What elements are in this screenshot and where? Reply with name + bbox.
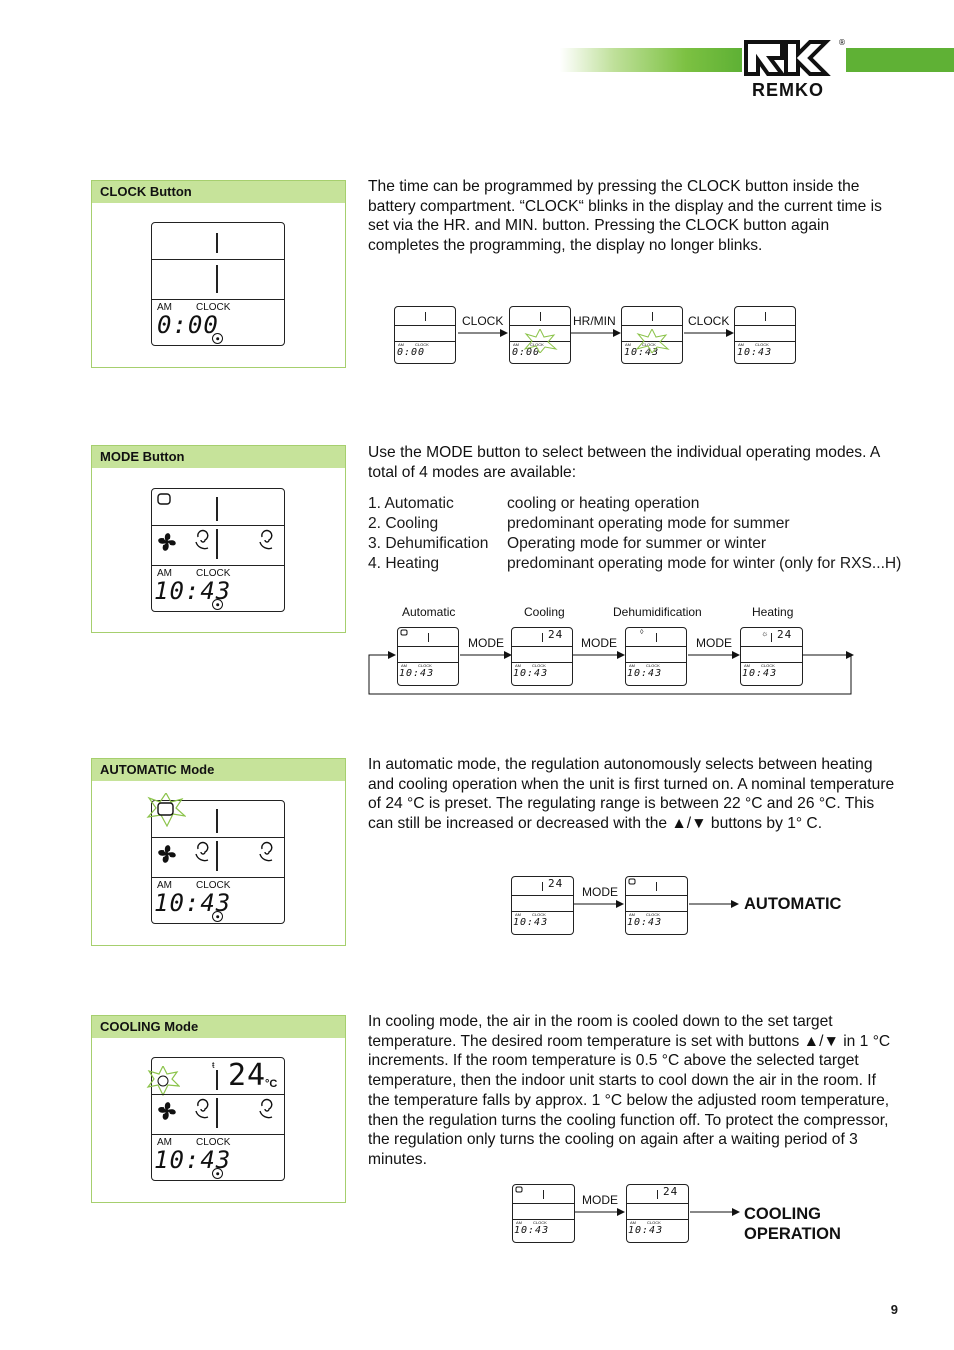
unit-label: °C (265, 1078, 278, 1090)
lcd-display (151, 488, 285, 612)
list-item-desc: Operating mode for summer or winter (507, 535, 767, 552)
time-display: 0:00 (157, 311, 219, 339)
loop-arrow (366, 648, 856, 696)
swirl-icon (256, 529, 278, 551)
sun-icon: ☼ (761, 629, 769, 638)
time-display: 10:43 (154, 577, 232, 605)
flow-label: MODE (696, 636, 732, 650)
clock-paragraph: The time can be programmed by pressing the CLOCK button inside the battery compartment. “CLOCK“ blinks in the display and the current time is set via the HR. and MIN. button. Pressing the CLOCK button again completes the programming, the display no longer blinks. (368, 178, 882, 255)
automatic-panel (91, 758, 346, 946)
list-item: 1. Automatic (368, 495, 454, 512)
swirl-icon (192, 1098, 214, 1120)
cooling-panel (91, 1015, 346, 1203)
panel-title: COOLING Mode (92, 1016, 345, 1038)
fan-icon (154, 841, 180, 867)
swirl-icon (256, 841, 278, 863)
flow-label: MODE (581, 636, 617, 650)
clock-panel (91, 180, 346, 368)
mini-lcd: AM CLOCK 10:43 (621, 306, 683, 364)
cooling-paragraph: In cooling mode, the air in the room is cooled down to the set target temperature. The desired room temperature is set with buttons ▲/▼ in 1 °C increments. If the room temperature is 0.5 °C above the selected target temperature, then the indoor unit starts to cool down the air in the room. If the temperature falls by approx. 1 °C below the adjusted room temperature, then the regulation turns the cooling function off. To protect the compressor, the regulation only turns the cooling on again after a waiting period of 3 minutes. (368, 1013, 891, 1168)
blink-star-icon (146, 793, 186, 827)
am-label: AM (157, 880, 172, 891)
time-display: 10:43 (154, 889, 232, 917)
blink-star-icon (146, 1066, 180, 1096)
swirl-icon (192, 841, 214, 863)
fan-icon (154, 1098, 180, 1124)
temperature-display: 24 (228, 1058, 267, 1093)
page-number: 9 (890, 1302, 898, 1317)
clock-label: CLOCK (196, 302, 231, 313)
list-item-desc: cooling or heating operation (507, 495, 700, 512)
header-gradient-bar (560, 48, 740, 72)
flow-label: HR/MIN (573, 314, 616, 328)
mini-lcd: AM CLOCK 0:00 (509, 306, 571, 364)
indicator-dot-icon (212, 333, 223, 344)
clock-label: CLOCK (196, 880, 231, 891)
blink-star-icon (634, 329, 670, 353)
am-label: AM (157, 302, 172, 313)
list-item: 4. Heating (368, 555, 440, 572)
mode-paragraph: Use the MODE button to select between the individual operating modes. A total of 4 modes are available: (368, 444, 880, 481)
mini-lcd: AM CLOCK 10:43 (512, 1184, 575, 1243)
flow-label: MODE (582, 1193, 618, 1207)
clock-label: CLOCK (196, 1137, 231, 1148)
mini-lcd: AM CLOCK 10:43 (734, 306, 796, 364)
mini-lcd: AM CLOCK 10:43 (625, 876, 688, 935)
mini-lcd: AM CLOCK 10:43 (397, 627, 459, 686)
logo-text: REMKO (752, 80, 824, 100)
lcd-display (151, 222, 285, 346)
registered-mark: ® (838, 38, 846, 47)
diagram-title: Cooling (524, 605, 565, 619)
list-item: 3. Dehumification (368, 535, 489, 552)
flow-label: MODE (582, 885, 618, 899)
mini-lcd: ☼ 24 AM CLOCK 10:43 (740, 627, 803, 686)
droplet-icon: ◊ (640, 629, 644, 636)
flow-label: CLOCK (688, 314, 730, 328)
swirl-icon (192, 529, 214, 551)
thermometer-icon: ŧ (212, 1060, 215, 1070)
lcd-display (151, 1057, 285, 1181)
indicator-dot-icon (212, 599, 223, 610)
list-item-desc: predominant operating mode for summer (507, 515, 790, 532)
result-label: COOLING OPERATION (744, 1205, 841, 1243)
diagram-title: Heating (752, 605, 794, 619)
diagram-title: Automatic (402, 605, 456, 619)
mini-lcd: AM CLOCK 0:00 (394, 306, 456, 364)
blink-star-icon (522, 329, 558, 353)
logo-mark-icon (742, 40, 846, 80)
flow-label: CLOCK (462, 314, 504, 328)
panel-title: AUTOMATIC Mode (92, 759, 345, 781)
panel-title: MODE Button (92, 446, 345, 468)
swirl-icon (256, 1098, 278, 1120)
diagram-title: Dehumidification (613, 605, 702, 619)
fan-icon (154, 529, 180, 555)
am-label: AM (157, 1137, 172, 1148)
automatic-paragraph: In automatic mode, the regulation autonomously selects between heating and cooling operation when the unit is first turned on. A nominal temperature of 24 °C is preset. The regulating range is between 22 °C and 26 °C. This can still be increased or decreased with the ▲/▼ buttons by 1° C. (368, 756, 895, 833)
indicator-dot-icon (212, 1168, 223, 1179)
lcd-display (151, 800, 285, 924)
indicator-dot-icon (212, 911, 223, 922)
panel-title: CLOCK Button (92, 181, 345, 203)
result-label: AUTOMATIC (744, 895, 842, 913)
mini-lcd: 24 AM CLOCK 10:43 (511, 627, 573, 686)
clock-label: CLOCK (196, 568, 231, 579)
list-item-desc: predominant operating mode for winter (only for RXS...H) (507, 555, 902, 572)
mini-lcd: 24 AM CLOCK 10:43 (511, 876, 574, 935)
auto-mode-icon (156, 492, 172, 506)
time-display: 10:43 (154, 1146, 232, 1174)
mini-lcd: ◊ AM CLOCK 10:43 (625, 627, 687, 686)
mode-panel (91, 445, 346, 633)
flow-label: MODE (468, 636, 504, 650)
mini-lcd: 24 AM CLOCK 10:43 (626, 1184, 689, 1243)
am-label: AM (157, 568, 172, 579)
list-item: 2. Cooling (368, 515, 439, 532)
